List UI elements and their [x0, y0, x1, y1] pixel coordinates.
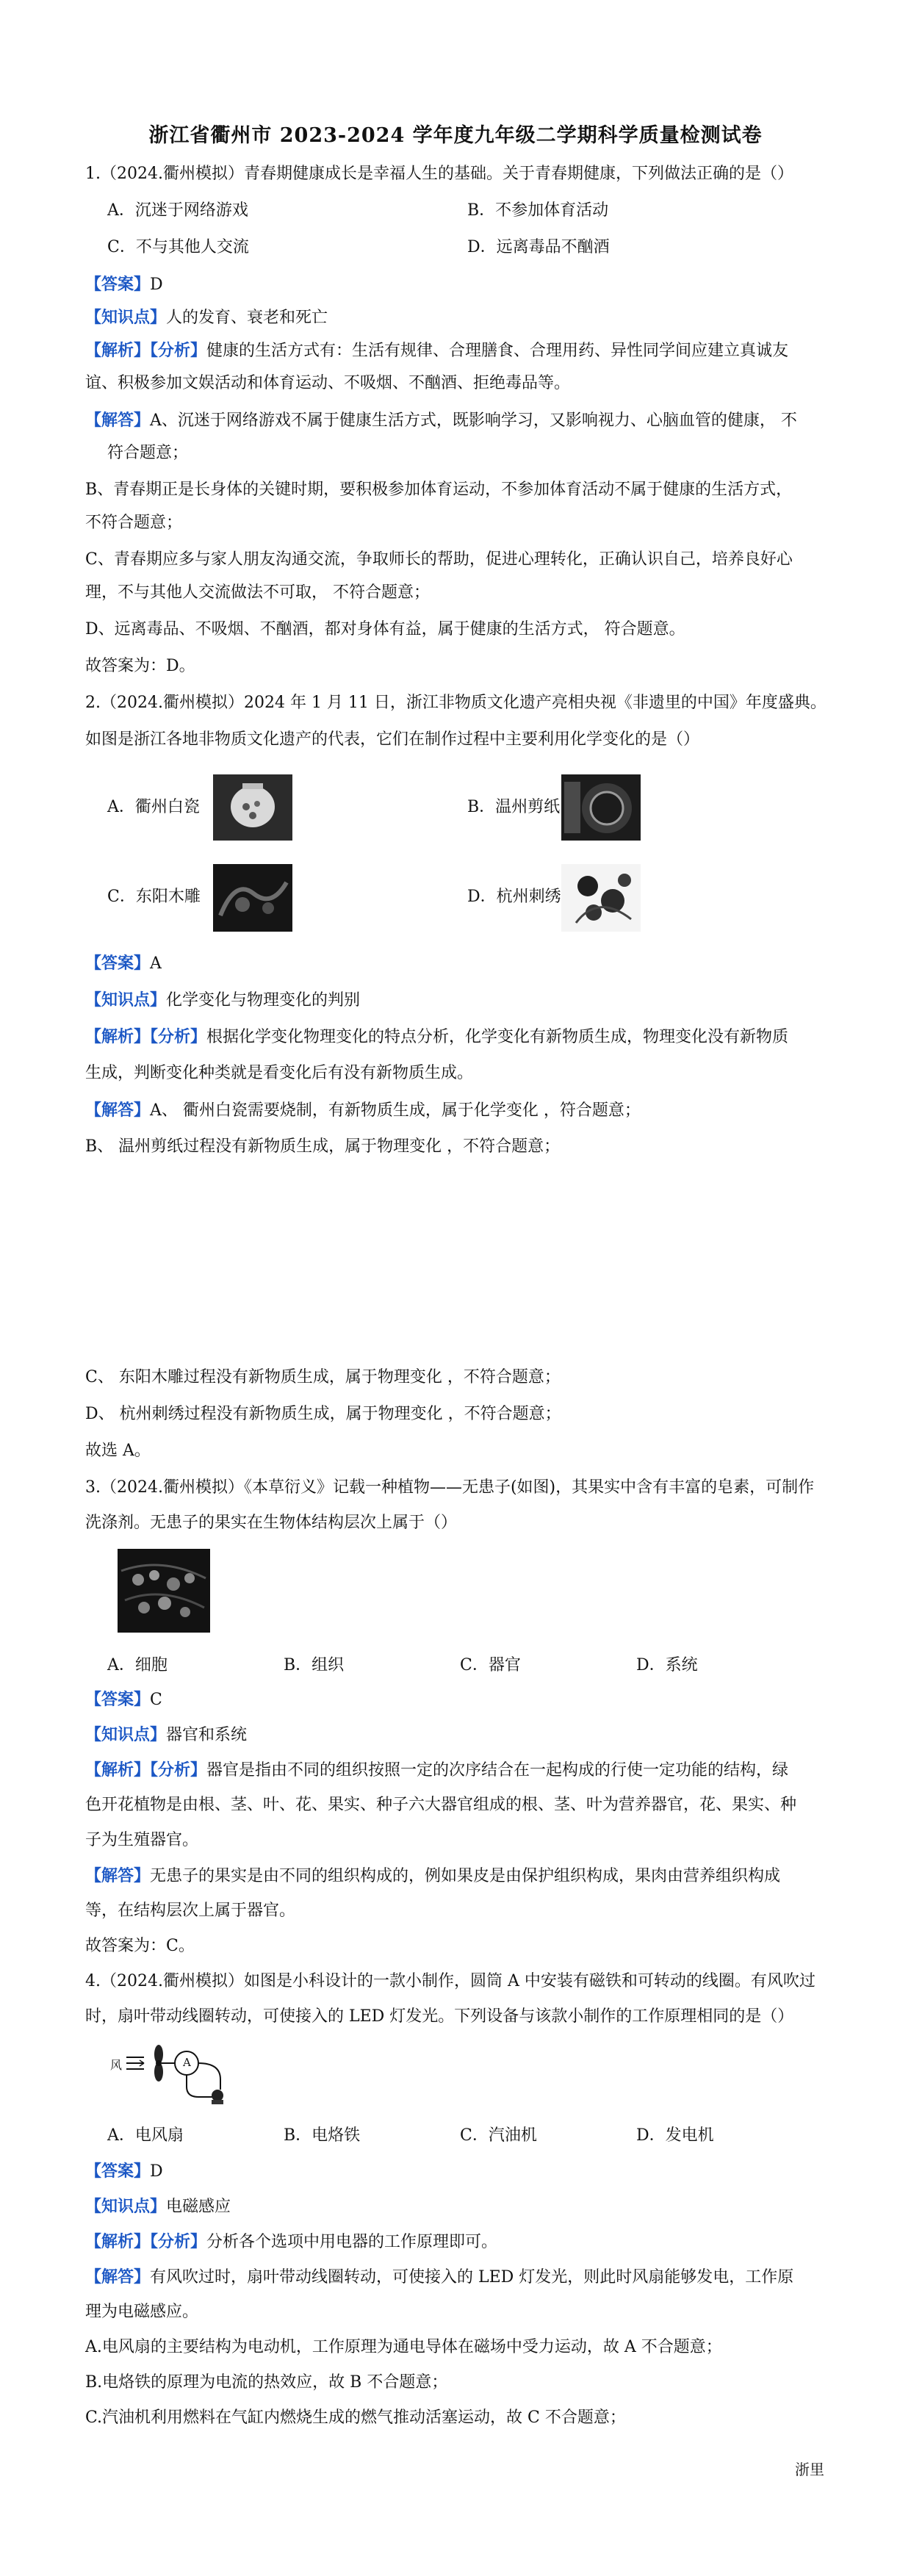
q3-option-b: B．组织	[284, 1656, 345, 1674]
q2-option-c: C．东阳木雕	[107, 888, 201, 906]
q4-answer-line: 【答案】D	[85, 2162, 163, 2181]
q1-option-a: A．沉迷于网络游戏	[107, 201, 248, 220]
q4-solution-line-3: A.电风扇的主要结构为电动机，工作原理为通电导体在磁场中受力运动，故 A 不合题意；	[85, 2338, 722, 2356]
q2-solution-line-b: B、 温州剪纸过程没有新物质生成，属于物理变化 ，不符合题意；	[85, 1137, 561, 1156]
q4-option-c: C．汽油机	[460, 2126, 537, 2145]
q2-option-a: A．衢州白瓷	[107, 798, 200, 816]
q3-analysis-line-3: 子为生殖器官。	[85, 1831, 199, 1849]
knowledge-label: 【知识点】	[85, 308, 167, 327]
q4-solution-line-4: B.电烙铁的原理为电流的热效应，故 B 不合题意；	[85, 2373, 448, 2392]
q3-solution-line-1: 【解答】无患子的果实是由不同的组织构成的，例如果皮是由保护组织构成，果肉由营养组织构成	[85, 1866, 781, 1885]
q2-answer-line: 【答案】A	[85, 954, 162, 973]
papercut-image	[561, 774, 641, 841]
q3-solution-line-3: 故答案为：C。	[85, 1937, 195, 1955]
q1-stem: 1.（2024.衢州模拟）青春期健康成长是幸福人生的基础。关于青春期健康，下列做法正确的是（）	[85, 165, 793, 183]
q3-answer: C	[150, 1691, 162, 1709]
q3-option-a: A．细胞	[107, 1656, 168, 1674]
q2-solution-line-d: D、 杭州刺绣过程没有新物质生成，属于物理变化 ，不符合题意；	[85, 1405, 561, 1423]
embroidery-image	[561, 864, 641, 932]
fenxi-label: 【分析】	[150, 341, 207, 360]
q1-knowledge: 人的发育、衰老和死亡	[166, 309, 328, 327]
q1-option-c: C．不与其他人交流	[107, 238, 249, 256]
soapberry-image	[118, 1549, 210, 1633]
q1-solution-line-7: D、远离毒品、不吸烟、不酗酒，都对身体有益，属于健康的生活方式， 符合题意。	[85, 620, 685, 638]
woodcarving-image	[213, 864, 292, 932]
analysis-label: 【解析】	[85, 341, 151, 360]
q3-solution-line-2: 等，在结构层次上属于器官。	[85, 1902, 296, 1920]
q2-option-b: B．温州剪纸	[467, 798, 561, 816]
q4-solution-line-5: C.汽油机利用燃料在气缸内燃烧生成的燃气推动活塞运动，故 C 不合题意；	[85, 2408, 626, 2427]
q1-analysis-line-2: 谊、积极参加文娱活动和体育运动、不吸烟、不酗酒、拒绝毒品等。	[85, 374, 571, 392]
q4-knowledge-line: 【知识点】电磁感应	[85, 2197, 231, 2216]
q1-analysis-line-1: 【解析】【分析】健康的生活方式有：生活有规律、合理膳食、合理用药、异性同学间应建立真诚友	[85, 341, 789, 360]
q2-knowledge: 化学变化与物理变化的判别	[166, 991, 361, 1010]
q1-option-b: B．不参加体育活动	[467, 201, 609, 220]
q4-option-d: D．发电机	[636, 2126, 714, 2145]
q4-analysis-line-1: 【解析】【分析】分析各个选项中用电器的工作原理即可。	[85, 2232, 498, 2251]
q4-stem-line-1: 4.（2024.衢州模拟）如图是小科设计的一款小制作，圆筒 A 中安装有磁铁和可转动的线圈。有风吹过	[85, 1972, 815, 1990]
q3-analysis-line-2: 色开花植物是由根、茎、叶、花、果实、种子六大器官组成的根、茎、叶为营养器官，花、果实、种	[85, 1796, 797, 1814]
q1-answer-line	[85, 273, 827, 296]
q1-solution-line-1: 【解答】A、沉迷于网络游戏不属于健康生活方式，既影响学习，又影响视力、心脑血管的健康， 不	[85, 411, 797, 430]
q2-analysis-line-2: 生成，判断变化种类就是看变化后有没有新物质生成。	[85, 1064, 474, 1082]
q1-answer: D	[150, 276, 163, 294]
q4-answer: D	[150, 2162, 163, 2181]
q3-answer-line: 【答案】C	[85, 1690, 162, 1709]
q3-knowledge-line: 【知识点】器官和系统	[85, 1725, 248, 1744]
q2-analysis-line-1: 【解析】【分析】根据化学变化物理变化的特点分析，化学变化有新物质生成，物理变化没有新物质	[85, 1027, 789, 1046]
q3-option-c: C．器官	[460, 1656, 521, 1674]
q1-solution-line-8: 故答案为：D。	[85, 657, 195, 675]
q4-stem-line-2: 时，扇叶带动线圈转动，可使接入的 LED 灯发光。下列设备与该款小制作的工作原理相同的是（）	[85, 2007, 794, 2026]
q2-stem-line-1: 2.（2024.衢州模拟）2024 年 1 月 11 日，浙江非物质文化遗产亮相央视《非遗里的中国》年度盛典。	[85, 694, 827, 712]
q2-option-d: D．杭州刺绣	[467, 888, 561, 906]
q2-solution-line-c: C、 东阳木雕过程没有新物质生成，属于物理变化 ，不符合题意；	[85, 1368, 561, 1386]
q2-stem-line-2: 如图是浙江各地非物质文化遗产的代表，它们在制作过程中主要利用化学变化的是（）	[85, 730, 700, 749]
q2-answer: A	[150, 954, 162, 973]
q1-solution-line-6: 理，不与其他人交流做法不可取， 不符合题意；	[85, 583, 430, 602]
q3-stem-line-1: 3.（2024.衢州模拟）《本草衍义》记载一种植物——无患子(如图)，其果实中含有丰富的皂素，可制作	[85, 1478, 815, 1497]
q1-solution-line-3: B、青春期正是长身体的关键时期，要积极参加体育运动，不参加体育活动不属于健康的生活方式，	[85, 481, 793, 499]
q1-solution-line-4: 不符合题意；	[85, 514, 183, 532]
q4-knowledge: 电磁感应	[166, 2198, 231, 2216]
q2-conclusion: 故选 A。	[85, 1442, 151, 1460]
q4-option-a: A．电风扇	[107, 2126, 184, 2145]
cylinder-a-label: A	[183, 2056, 191, 2069]
q4-solution-line-2: 理为电磁感应。	[85, 2303, 199, 2321]
q3-option-d: D．系统	[636, 1656, 698, 1674]
answer-label: 【答案】	[85, 275, 151, 294]
q1-solution-line-2: 符合题意；	[107, 444, 189, 462]
page-footer: 浙里	[795, 2461, 824, 2478]
q4-solution-line-1: 【解答】有风吹过时，扇叶带动线圈转动，可使接入的 LED 灯发光，则此时风扇能够发电，工作原	[85, 2267, 794, 2287]
q3-stem-line-2: 洗涤剂。无患子的果实在生物体结构层次上属于（）	[85, 1514, 458, 1532]
q2-solution-line-1: 【解答】A、 衢州白瓷需要烧制，有新物质生成，属于化学变化 ，符合题意；	[85, 1101, 641, 1120]
q2-knowledge-line: 【知识点】化学变化与物理变化的判别	[85, 990, 361, 1010]
page-title: 浙江省衢州市 2023-2024 学年度九年级二学期科学质量检测试卷	[148, 124, 763, 147]
q3-analysis-line-1: 【解析】【分析】器官是指由不同的组织按照一定的次序结合在一起构成的行使一定功能的结构，绿	[85, 1760, 789, 1780]
q1-option-d: D．远离毒品不酗酒	[467, 238, 610, 256]
q1-knowledge-line	[85, 306, 827, 329]
wind-generator-figure	[110, 2043, 242, 2106]
porcelain-image	[213, 774, 292, 841]
jieda-label: 【解答】	[85, 411, 151, 430]
q4-option-b: B．电烙铁	[284, 2126, 361, 2145]
wind-label: 风	[110, 2058, 123, 2072]
q1-solution-line-5: C、青春期应多与家人朋友沟通交流，争取师长的帮助，促进心理转化，正确认识自己，培养良好心	[85, 550, 793, 569]
q3-knowledge: 器官和系统	[166, 1726, 248, 1744]
